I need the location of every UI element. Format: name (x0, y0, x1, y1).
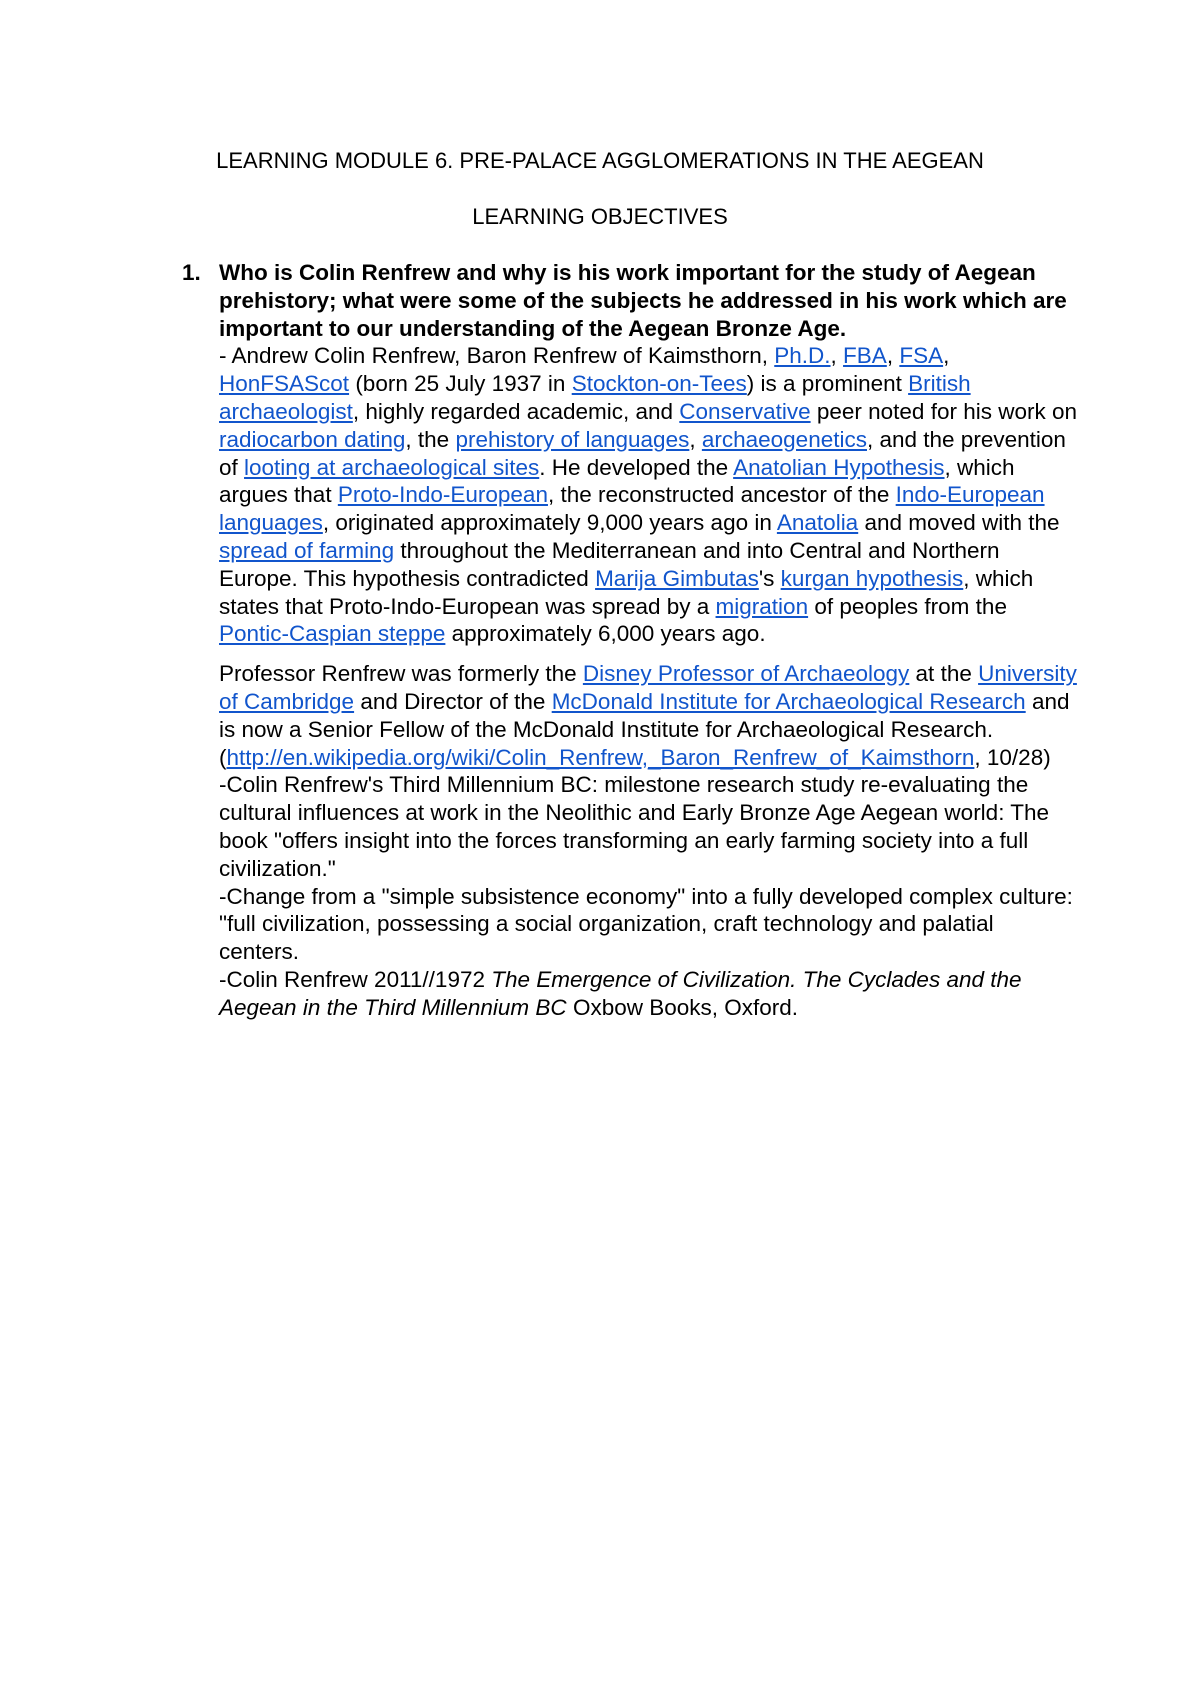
text-run: - Andrew Colin Renfrew, Baron Renfrew of Kaimsthorn, (219, 343, 775, 369)
inline-link[interactable]: migration (715, 593, 809, 619)
inline-link[interactable]: Disney Professor of Archaeology (582, 661, 910, 687)
inline-link[interactable]: http://en.wikipedia.org/wiki/Colin_Renfrew,_Baron_Renfrew_of_Kaimsthorn (226, 744, 975, 770)
inline-link[interactable]: Indo-European languages (219, 482, 1045, 536)
inline-link[interactable]: Ph.D. (774, 343, 831, 369)
inline-link[interactable]: kurgan hypothesis (780, 565, 964, 591)
inline-link[interactable]: British archaeologist (219, 371, 971, 424)
section-heading: LEARNING OBJECTIVES (472, 204, 728, 229)
text-run: -Colin Renfrew's Third Millennium BC: milestone research study re-evaluating the cultural influences at work in the Neolithic and Early Bronze Age Aegean world: The book "offers insight into the forces transforming an early farming society into a full civilization." (219, 772, 1050, 881)
text-run: ) is a prominent (746, 371, 909, 397)
text-run: , highly regarded academic, and (352, 398, 680, 424)
text-run: Oxbow Books, Oxford. (566, 994, 799, 1020)
objective-question: Who is Colin Renfrew and why is his work important for the study of Aegean prehistory; what were some of the subjects he addressed in his work which are important to our understanding of the Aegean Bronze Age. (219, 260, 1067, 341)
inline-link[interactable]: Anatolia (776, 510, 859, 536)
inline-link[interactable]: prehistory of languages (455, 426, 690, 452)
text-run: and moved with the (858, 510, 1060, 536)
text-run: -Change from a "simple subsistence economy" into a fully developed complex culture: "full civilization, possessing a social organization, craft technology and palatial centers. (219, 883, 1073, 965)
text-run: , and the prevention of (219, 426, 1066, 480)
inline-link[interactable]: FSA (899, 343, 944, 369)
text-run: -Colin Renfrew 2011//1972 (219, 966, 492, 992)
inline-link[interactable]: Proto-Indo-European (337, 482, 548, 508)
text-run: , (689, 426, 702, 452)
career-paragraph (219, 660, 1079, 771)
text-run: of peoples from the (808, 593, 1007, 619)
text-run: , the (405, 426, 456, 452)
text-run: , (886, 343, 900, 369)
biography-paragraph (219, 342, 1079, 648)
text-run: , which argues that (219, 454, 1015, 508)
text-run: . He developed the (539, 454, 734, 480)
list-item-number: 1. (182, 260, 201, 285)
text-run: Professor Renfrew was formerly the (219, 661, 583, 687)
text-run: , 10/28) (974, 744, 1051, 770)
change-paragraph (219, 883, 1079, 966)
text-run: (born 25 July 1937 in (349, 371, 572, 397)
inline-link[interactable]: Conservative (679, 398, 811, 424)
text-run: and is now a Senior Fellow of the McDonald Institute for Archaeological Research. ( (219, 688, 1070, 770)
text-run: and Director of the (354, 688, 552, 714)
text-run: , (943, 343, 950, 369)
inline-link[interactable]: spread of farming (219, 537, 395, 563)
inline-link[interactable]: archaeogenetics (701, 426, 867, 452)
text-run: peer noted for his work on (810, 398, 1078, 424)
italic-text: The Emergence of Civilization. The Cyclades and the Aegean in the Third Millennium BC (219, 966, 1022, 1020)
inline-link[interactable]: Stockton-on-Tees (571, 371, 747, 397)
text-run: approximately 6,000 years ago. (445, 621, 766, 647)
inline-link[interactable]: FBA (843, 343, 887, 369)
text-run: throughout the Mediterranean and into Central and Northern Europe. This hypothesis contradicted (219, 537, 1000, 591)
list-item-content (219, 259, 1079, 1022)
inline-link[interactable]: Marija Gimbutas (595, 565, 759, 591)
inline-link[interactable]: McDonald Institute for Archaeological Research (551, 688, 1026, 714)
inline-link[interactable]: radiocarbon dating (219, 426, 406, 452)
third-millennium-paragraph (219, 771, 1079, 882)
text-run: at the (909, 661, 979, 687)
text-run: 's (758, 565, 781, 591)
text-run: , originated approximately 9,000 years ago in (322, 510, 777, 536)
citation-paragraph (219, 966, 1079, 1022)
text-run: , (830, 343, 844, 369)
inline-link[interactable]: University of Cambridge (219, 661, 1077, 714)
document-title: LEARNING MODULE 6. PRE-PALACE AGGLOMERATIONS IN THE AEGEAN (216, 148, 984, 173)
inline-link[interactable]: Anatolian Hypothesis (733, 454, 945, 480)
inline-link[interactable]: looting at archaeological sites (244, 454, 540, 480)
text-run: , the reconstructed ancestor of the (547, 482, 896, 508)
inline-link[interactable]: Pontic-Caspian steppe (219, 621, 446, 647)
inline-link[interactable]: HonFSAScot (219, 371, 350, 397)
text-run: , which states that Proto-Indo-European was spread by a (219, 565, 1034, 619)
